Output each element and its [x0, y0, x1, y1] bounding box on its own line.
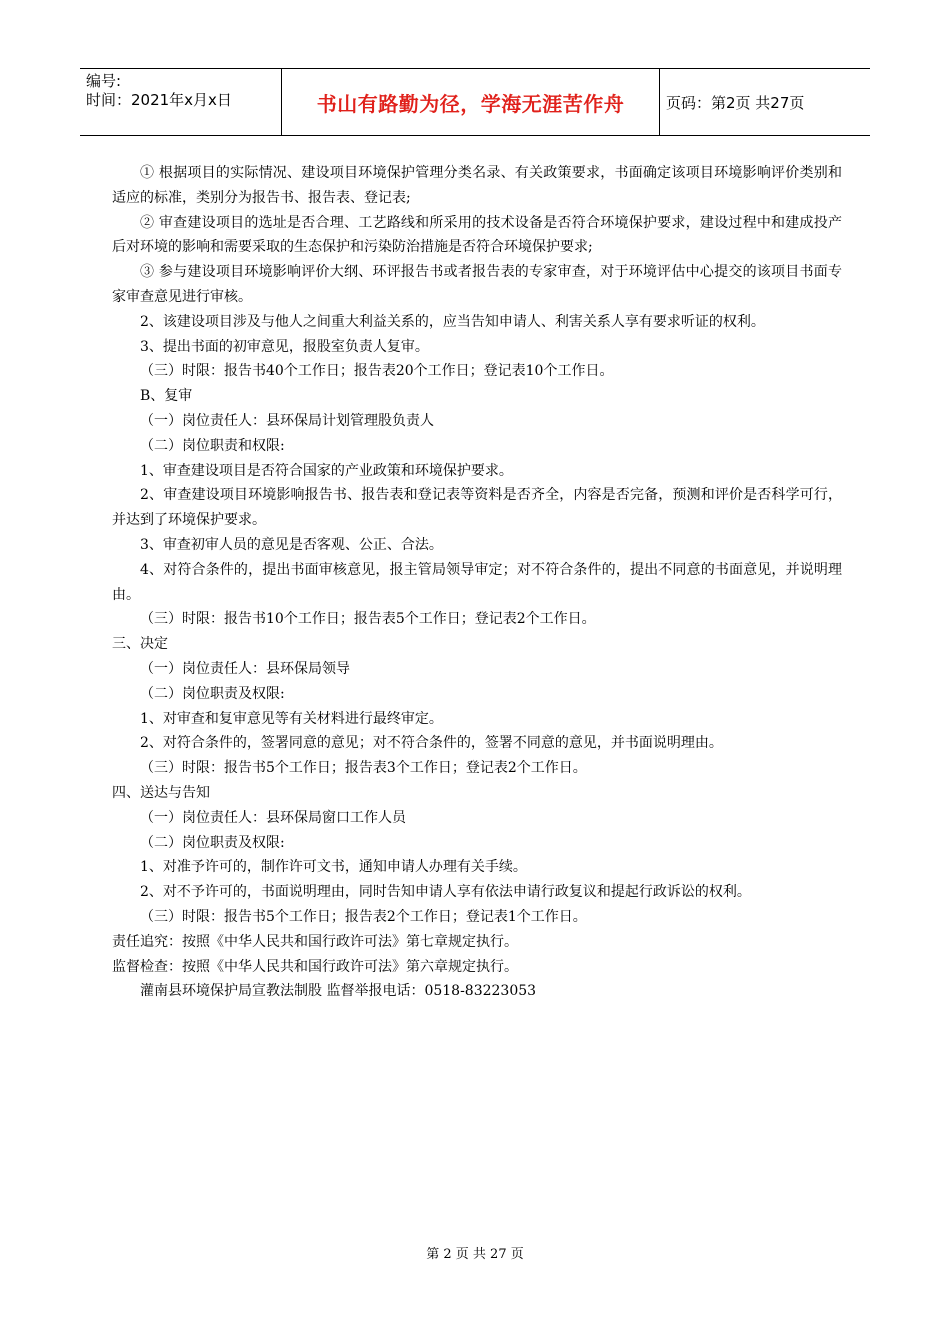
header-page-info: 页码：第2页 共27页 — [666, 93, 805, 112]
paragraph: （二）岗位职责及权限: — [140, 685, 285, 702]
paragraph: 三、决定 — [112, 636, 168, 653]
paragraph: （一）岗位责任人：县环保局领导 — [140, 660, 350, 677]
paragraph: （二）岗位职责和权限: — [140, 437, 285, 454]
paragraph: 2、对不予许可的，书面说明理由，同时告知申请人享有依法申请行政复议和提起行政诉讼的权利。 — [140, 884, 751, 901]
paragraph: ② 审查建设项目的选址是否合理、工艺路线和所采用的技术设备是否符合环境保护要求，建设过程中和建成投产后对环境的影响和需要采取的生态保护和污染防治措施是否符合环境保护要求; — [112, 214, 842, 256]
page-header — [80, 68, 870, 136]
paragraph: 监督检查：按照《中华人民共和国行政许可法》第六章规定执行。 — [112, 958, 518, 975]
paragraph: 1、对准予许可的，制作许可文书，通知申请人办理有关手续。 — [140, 859, 527, 876]
paragraph: 3、提出书面的初审意见，报股室负责人复审。 — [140, 338, 429, 355]
paragraph: 3、审查初审人员的意见是否客观、公正、合法。 — [140, 536, 443, 553]
paragraph: B、复审 — [140, 388, 193, 405]
paragraph: （三）时限：报告书5个工作日；报告表2个工作日；登记表1个工作日。 — [140, 908, 587, 925]
paragraph: （三）时限：报告书5个工作日；报告表3个工作日；登记表2个工作日。 — [140, 760, 587, 777]
paragraph: 责任追究：按照《中华人民共和国行政许可法》第七章规定执行。 — [112, 933, 518, 950]
paragraph: 4、对符合条件的，提出书面审核意见，报主管局领导审定；对不符合条件的，提出不同意的书面意见，并说明理由。 — [112, 561, 842, 603]
paragraph: 2、对符合条件的，签署同意的意见；对不符合条件的，签署不同意的意见，并书面说明理由。 — [140, 735, 723, 752]
document-number-label: 编号: — [86, 72, 122, 90]
document-date: 时间：2021年x月x日 — [86, 91, 232, 109]
paragraph: 1、对审查和复审意见等有关材料进行最终审定。 — [140, 710, 443, 727]
header-meta — [80, 69, 282, 135]
paragraph: （一）岗位责任人：县环保局窗口工作人员 — [140, 809, 406, 826]
paragraph: 2、该建设项目涉及与他人之间重大利益关系的，应当告知申请人、利害关系人享有要求听证的权利。 — [140, 313, 765, 330]
paragraph: ① 根据项目的实际情况、建设项目环境保护管理分类名录、有关政策要求，书面确定该项目环境影响评价类别和适应的标准，类别分为报告书、报告表、登记表; — [112, 165, 842, 206]
paragraph: ③ 参与建设项目环境影响评价大纲、环评报告书或者报告表的专家审查，对于环境评估中心提交的该项目书面专家审查意见进行审核。 — [112, 264, 842, 305]
paragraph: 2、审查建设项目环境影响报告书、报告表和登记表等资料是否齐全，内容是否完备，预测和评价是否科学可行，并达到了环境保护要求。 — [112, 487, 842, 529]
paragraph: （二）岗位职责及权限: — [140, 834, 285, 851]
paragraph: 灌南县环境保护局宣教法制股 监督举报电话：0518-83223053 — [140, 983, 537, 1000]
paragraph: 四、送达与告知 — [112, 784, 210, 801]
paragraph: （三）时限：报告书10个工作日；报告表5个工作日；登记表2个工作日。 — [140, 611, 596, 628]
header-motto: 书山有路勤为径，学海无涯苦作舟 — [282, 69, 660, 135]
paragraph: （三）时限：报告书40个工作日；报告表20个工作日；登记表10个工作日。 — [140, 363, 614, 380]
paragraph: （一）岗位责任人：县环保局计划管理股负责人 — [140, 412, 434, 429]
paragraph: 1、审查建设项目是否符合国家的产业政策和环境保护要求。 — [140, 462, 513, 479]
page-footer: 第 2 页 共 27 页 — [426, 1247, 524, 1262]
document-body — [112, 161, 842, 1004]
